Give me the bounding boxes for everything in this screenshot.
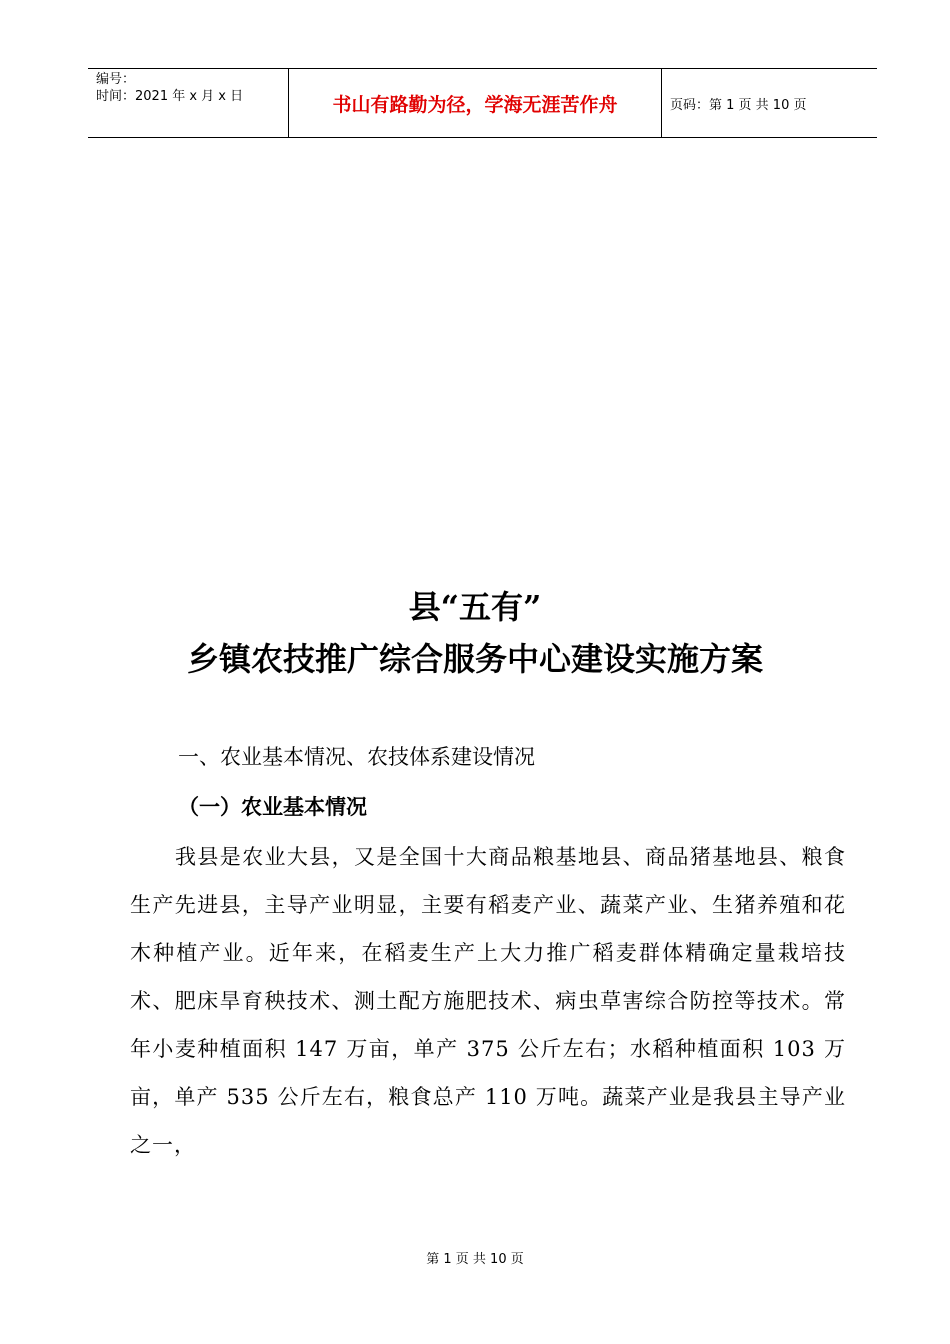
page-footer: 第 1 页 共 10 页 — [426, 1252, 524, 1267]
header-meta — [88, 69, 288, 137]
document-title-line2: 乡镇农技推广综合服务中心建设实施方案 — [186, 640, 763, 678]
document-title-line1: 县“五有” — [408, 588, 542, 626]
number-label: 编号： — [96, 72, 136, 87]
header-page-info: 页码：第 1 页 共 10 页 — [670, 97, 807, 113]
section-subheading: （一）农业基本情况 — [178, 795, 367, 819]
time-label: 时间：2021 年 x 月 x 日 — [96, 89, 244, 104]
section-heading: 一、农业基本情况、农技体系建设情况 — [178, 745, 535, 769]
header-motto: 书山有路勤为径，学海无涯苦作舟 — [288, 69, 662, 137]
body-paragraph: 我县是农业大县，又是全国十大商品粮基地县、商品猪基地县、粮食生产先进县，主导产业明显，主要有稻麦产业、蔬菜产业、生猪养殖和花木种植产业。近年来，在稻麦生产上大力推广稻麦群体精确定量栽培技术、肥床旱育秧技术、测土配方施肥技术、病虫草害综合防控等技术。常年小麦种植面积 147 万亩，单产 375 公斤左右；水稻种植面积 103 万亩，单产 535 公斤左右，粮食总产 110 万吨。蔬菜产业是我县主导产业之一， — [130, 845, 846, 1157]
document-header — [88, 68, 877, 138]
